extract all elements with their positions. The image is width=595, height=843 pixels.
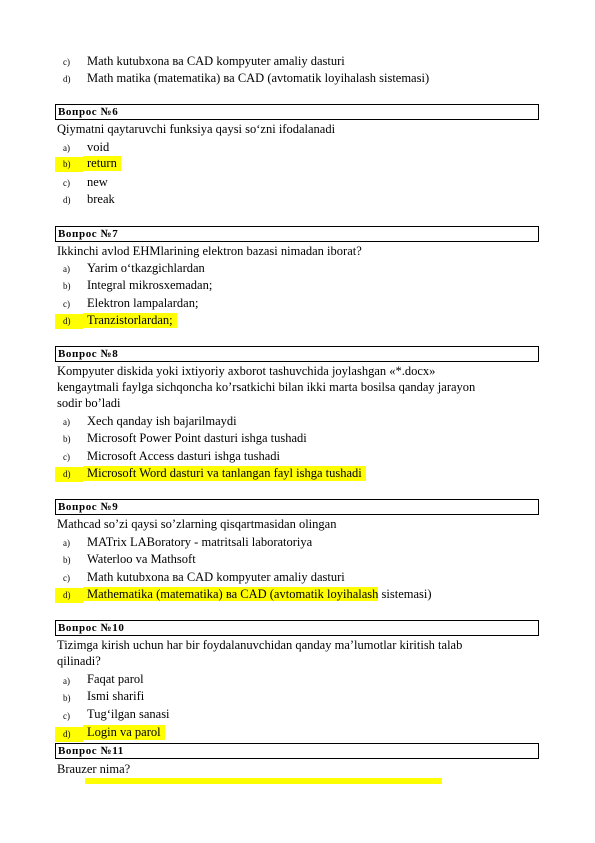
question-header-10: Вопрос №10 — [55, 620, 539, 636]
question-text-10-line1: Tizimga kirish uchun har bir foydalanuvchidan qanday ma’lumotlar kiritish talab — [57, 638, 463, 652]
question-header-11: Вопрос №11 — [55, 743, 539, 759]
question-text-8-line1: Kompyuter diskida yoki ixtiyoriy axborot tashuvchida joylashgan «*.docx» — [57, 364, 436, 378]
option-text: Xech qanday ish bajarilmaydi — [87, 414, 237, 428]
option-letter: a) — [63, 143, 70, 153]
option-text: Microsoft Access dasturi ishga tushadi — [87, 449, 281, 463]
option-letter: b) — [63, 555, 71, 565]
question-text-10-line2: qilinadi? — [57, 654, 101, 668]
option-text: Math kutubxona ва CAD kompyuter amaliy dasturi — [87, 570, 345, 584]
option-text: break — [87, 192, 115, 206]
option-text-highlighted: Mathematika (matematika) ва CAD (avtomatik loyihalash — [83, 587, 378, 601]
option-letter-correct: b) — [55, 157, 83, 172]
option-letter: c) — [63, 573, 70, 583]
option-letter: d) — [63, 195, 71, 205]
option-text: void — [87, 140, 110, 154]
question-text-8-line3: sodir bo’ladi — [57, 396, 121, 410]
option-letter: a) — [63, 417, 70, 427]
option-text: Math kutubxona ва CAD kompyuter amaliy dasturi — [87, 54, 345, 68]
option-text-correct: Microsoft Word dasturi va tanlangan fayl ishga tushadi — [83, 466, 366, 481]
highlight-bar — [85, 778, 442, 784]
option-letter-correct: d) — [55, 314, 83, 329]
option-text: Tug‘ilgan sanasi — [87, 707, 170, 721]
option-text-correct: return — [83, 156, 121, 171]
option-text: Math matika (matematika) ва CAD (avtomatik loyihalash sistemasi) — [87, 71, 430, 85]
option-letter-correct: d) — [55, 467, 83, 482]
question-header-7: Вопрос №7 — [55, 226, 539, 242]
option-text-rest: sistemasi) — [378, 587, 432, 601]
question-header-9: Вопрос №9 — [55, 499, 539, 515]
option-text: MATrix LABoratory - matritsali laboratoriya — [87, 535, 313, 549]
option-letter: c) — [63, 299, 70, 309]
option-text: Yarim o‘tkazgichlardan — [87, 261, 205, 275]
option-text-correct — [83, 587, 432, 602]
question-text-11: Brauzer nima? — [57, 762, 131, 776]
option-letter: a) — [63, 264, 70, 274]
option-letter: c) — [63, 57, 70, 67]
question-text-8-line2: kengaytmali faylga sichqoncha ko’rsatkichi bilan ikki marta bosilsa qanday jarayon — [57, 380, 476, 394]
question-header-8: Вопрос №8 — [55, 346, 539, 362]
option-letter: c) — [63, 178, 70, 188]
option-letter: c) — [63, 711, 70, 721]
option-text: new — [87, 175, 108, 189]
option-letter: b) — [63, 693, 71, 703]
option-text: Elektron lampalardan; — [87, 296, 199, 310]
option-text: Waterloo va Mathsoft — [87, 552, 196, 566]
question-text-9: Mathcad so’zi qaysi so’zlarning qisqartmasidan olingan — [57, 517, 337, 531]
option-letter: b) — [63, 434, 71, 444]
option-text: Integral mikrosxemadan; — [87, 278, 213, 292]
question-header-6: Вопрос №6 — [55, 104, 539, 120]
option-letter: a) — [63, 538, 70, 548]
question-text-7: Ikkinchi avlod EHMlarining elektron bazasi nimadan iborat? — [57, 244, 362, 258]
option-text-correct: Tranzistorlardan; — [83, 313, 177, 328]
option-letter-correct: d) — [55, 727, 83, 742]
option-text: Ismi sharifi — [87, 689, 145, 703]
option-text: Microsoft Power Point dasturi ishga tushadi — [87, 431, 307, 445]
question-text-6: Qiymatni qaytaruvchi funksiya qaysi so‘zni ifodalanadi — [57, 122, 336, 136]
option-letter-correct: d) — [55, 588, 83, 603]
option-letter: a) — [63, 676, 70, 686]
option-letter: d) — [63, 74, 71, 84]
option-letter: c) — [63, 452, 70, 462]
option-letter: b) — [63, 281, 71, 291]
option-text: Faqat parol — [87, 672, 144, 686]
option-text-correct: Login va parol — [83, 725, 165, 740]
